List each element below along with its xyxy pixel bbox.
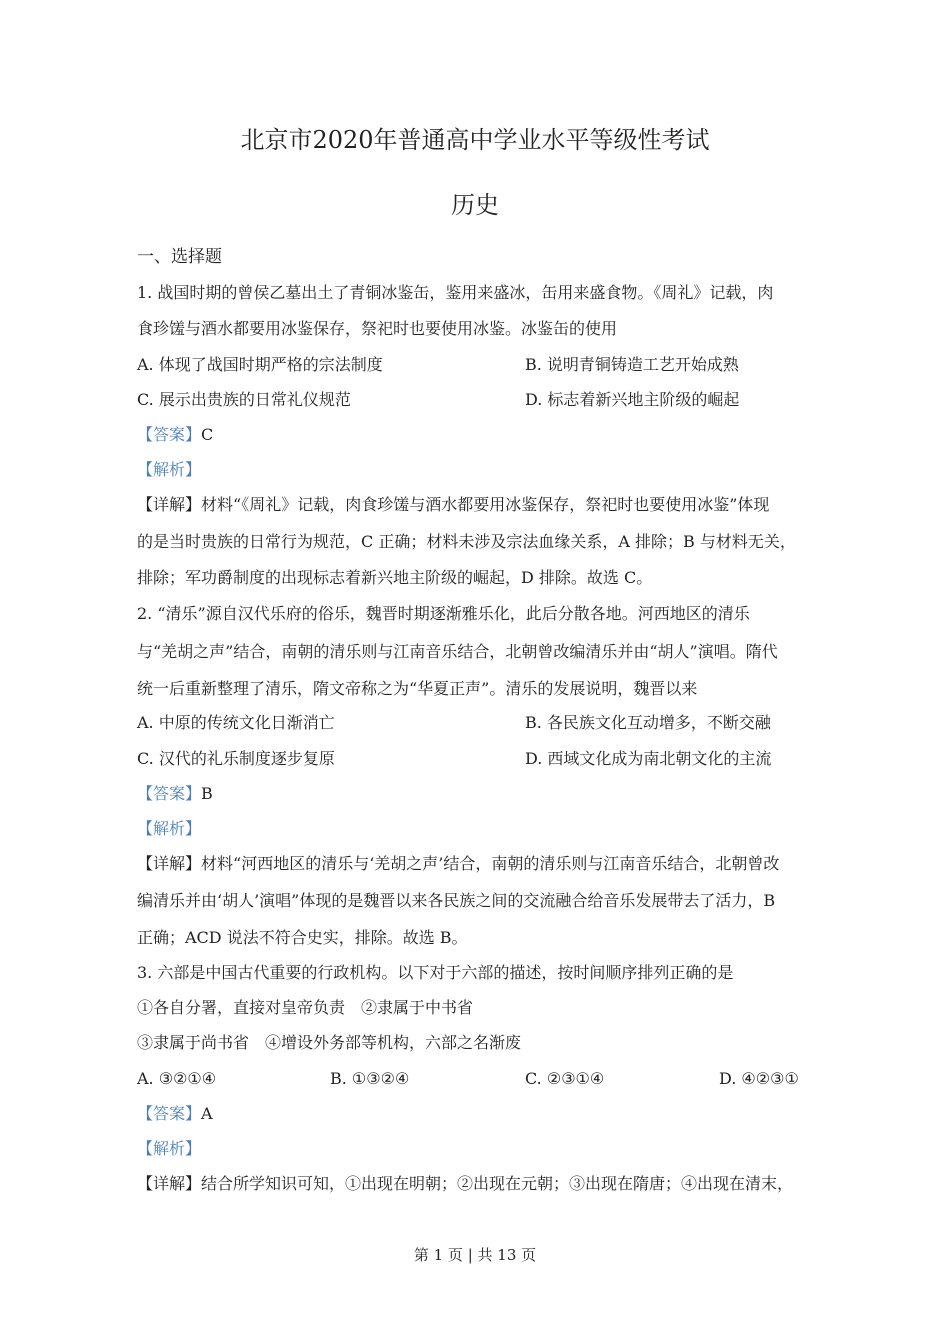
subject-title: 历史 xyxy=(451,191,499,219)
page-footer: 第 1 页 | 共 13 页 xyxy=(413,1246,537,1264)
option-b: B. ①③②④ xyxy=(330,1069,410,1088)
question-stem: 食珍馐与酒水都要用冰鉴保存，祭祀时也要使用冰鉴。冰鉴缶的使用 xyxy=(137,319,618,338)
detail-text: 材料“《周礼》记载，肉食珍馐与酒水都要用冰鉴保存，祭祀时也要使用冰鉴”体现 xyxy=(201,495,770,514)
question-stem: ①各自分署，直接对皇帝负责 ②隶属于中书省 xyxy=(137,998,474,1017)
option-a: A. 体现了战国时期严格的宗法制度 xyxy=(137,355,383,374)
option-c: C. ②③①④ xyxy=(525,1069,605,1088)
option-c: C. 汉代的礼乐制度逐步复原 xyxy=(137,749,335,768)
detail-text: 材料“河西地区的清乐与‘羌胡之声’结合，南朝的清乐则与江南音乐结合，北朝曾改 xyxy=(201,854,780,873)
analysis-label: 【解析】 xyxy=(137,460,202,479)
detail-text: 的是当时贵族的日常行为规范，C 正确；材料未涉及宗法血缘关系，A 排除；B 与材料无关， xyxy=(137,532,796,551)
answer-value: A xyxy=(201,1104,213,1123)
option-d: D. 标志着新兴地主阶级的崛起 xyxy=(525,390,740,409)
answer-label: 【答案】 xyxy=(137,784,202,803)
option-b: B. 各民族文化互动增多，不断交融 xyxy=(525,713,771,732)
detail-label: 【详解】 xyxy=(137,854,202,873)
answer-line xyxy=(137,424,213,446)
answer-value: C xyxy=(201,425,214,444)
detail-line xyxy=(137,494,769,516)
document-title: 北京市2020年普通高中学业水平等级性考试 xyxy=(240,126,710,154)
detail-line xyxy=(137,853,779,875)
question-stem: ③隶属于尚书省 ④增设外务部等机构，六部之名渐废 xyxy=(137,1033,522,1052)
analysis-label: 【解析】 xyxy=(137,1139,202,1158)
detail-text: 排除；军功爵制度的出现标志着新兴地主阶级的崛起，D 排除。故选 C。 xyxy=(137,568,653,587)
answer-line xyxy=(137,1103,213,1125)
section-heading: 一、选择题 xyxy=(137,247,222,267)
detail-line xyxy=(137,1173,793,1195)
answer-label: 【答案】 xyxy=(137,425,202,444)
question-stem: 2. “清乐”源自汉代乐府的俗乐，魏晋时期逐渐雅乐化，此后分散各地。河西地区的清乐 xyxy=(137,604,750,623)
answer-label: 【答案】 xyxy=(137,1104,202,1123)
question-stem: 与“羌胡之声”结合，南朝的清乐则与江南音乐结合，北朝曾改编清乐并由“胡人”演唱。隋代 xyxy=(137,642,778,661)
analysis-label: 【解析】 xyxy=(137,819,202,838)
option-a: A. 中原的传统文化日渐消亡 xyxy=(137,713,335,732)
question-stem: 统一后重新整理了清乐，隋文帝称之为“华夏正声”。清乐的发展说明，魏晋以来 xyxy=(137,679,698,698)
detail-text: 编清乐并由‘胡人’演唱”体现的是魏晋以来各民族之间的交流融合给音乐发展带去了活力，B xyxy=(137,891,776,910)
detail-label: 【详解】 xyxy=(137,495,202,514)
option-b: B. 说明青铜铸造工艺开始成熟 xyxy=(525,355,739,374)
detail-text: 结合所学知识可知，①出现在明朝；②出现在元朝；③出现在隋唐；④出现在清末， xyxy=(201,1174,794,1193)
detail-text: 正确；ACD 说法不符合史实，排除。故选 B。 xyxy=(137,928,468,947)
answer-value: B xyxy=(201,784,213,803)
option-a: A. ③②①④ xyxy=(137,1069,217,1088)
option-d: D. 西域文化成为南北朝文化的主流 xyxy=(525,749,772,768)
question-stem: 3. 六部是中国古代重要的行政机构。以下对于六部的描述，按时间顺序排列正确的是 xyxy=(137,963,734,982)
detail-label: 【详解】 xyxy=(137,1174,202,1193)
question-stem: 1. 战国时期的曾侯乙墓出土了青铜冰鉴缶，鉴用来盛冰，缶用来盛食物。《周礼》记载，肉 xyxy=(137,283,774,302)
answer-line xyxy=(137,783,213,805)
option-c: C. 展示出贵族的日常礼仪规范 xyxy=(137,390,351,409)
option-d: D. ④②③① xyxy=(719,1069,799,1088)
